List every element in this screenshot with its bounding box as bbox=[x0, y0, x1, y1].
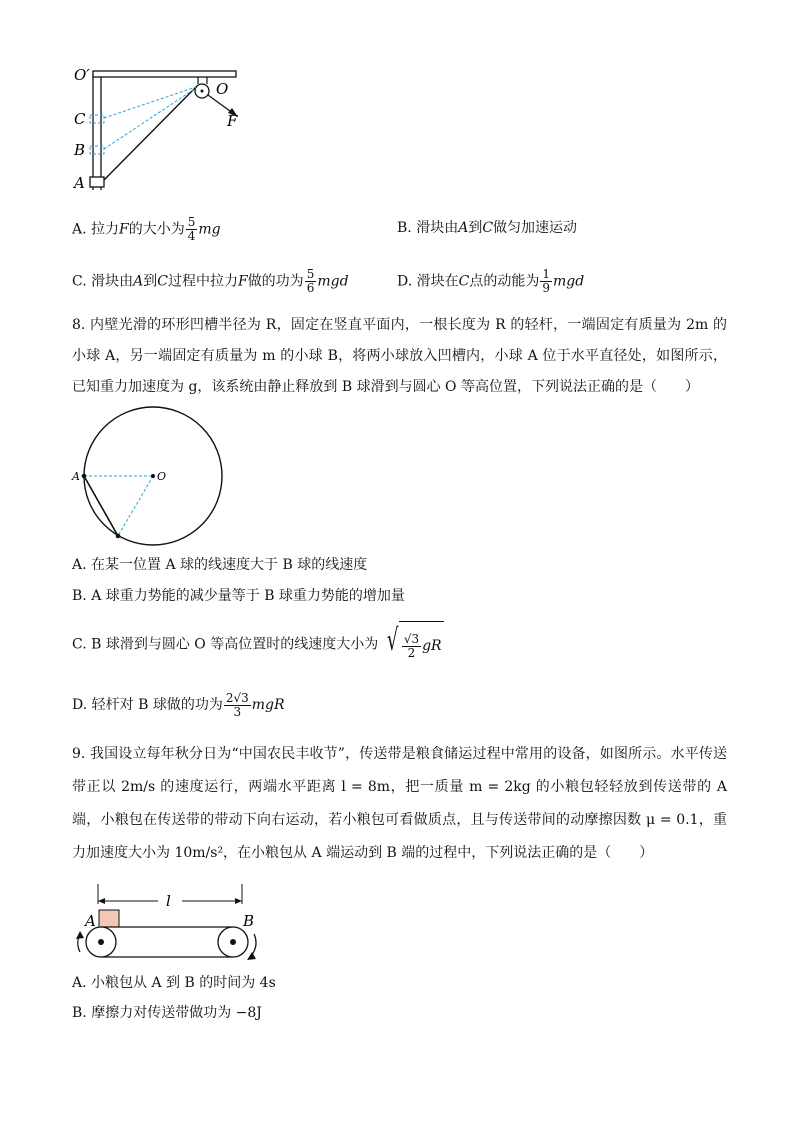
radius-OB bbox=[118, 476, 153, 536]
right-rotation-arrowhead bbox=[247, 952, 256, 960]
fraction: $\frac{5}{6}$ bbox=[306, 267, 315, 295]
q8-option-c: C. B 球滑到与圆心 O 等高位置时的线速度大小为 √ $\frac{√3}{2}$ gR bbox=[72, 621, 444, 668]
q7-option-b: B. 滑块由A到C做匀加速运动 bbox=[397, 220, 578, 236]
q8-figure bbox=[70, 405, 230, 555]
rope-C-dashed bbox=[104, 87, 196, 118]
dim-arrow-right bbox=[235, 898, 242, 904]
label-l: l bbox=[166, 892, 171, 910]
q9-figure bbox=[66, 882, 266, 968]
dim-arrow-left bbox=[98, 898, 105, 904]
q9-stem: 9. 我国设立每年秋分日为“中国农民丰收节”，传送带是粮食储运过程中常用的设备，如图所示。水平传送带正以 2m/s 的速度运行，两端水平距离 l = 8m，把一质量 m = 2kg 的小粮包轻轻放到传送带的 A 端，小粮包在传送带的带动下向右运动，若小粮包可看做质点，且与传送带间的动摩擦因数 μ = 0.1，重力加速度大小为 10m/s²，在小粮包从 A 端运动到 B 端的过程中，下列说法正确的是（ ） bbox=[72, 746, 727, 861]
slider-block-A bbox=[90, 177, 104, 187]
ball-A bbox=[82, 474, 87, 479]
q7-option-d: D. 滑块在C点的动能为 $\frac{1}{9}$ mgd bbox=[397, 267, 585, 295]
q9-option-b: B. 摩擦力对传送带做功为 −8J bbox=[72, 1005, 262, 1021]
label-C: C bbox=[74, 110, 86, 128]
label-A: A bbox=[74, 174, 85, 192]
fraction: $\frac{2√3}{3}$ bbox=[225, 690, 249, 719]
q8-stem: 8. 内壁光滑的环形凹槽半径为 R，固定在竖直平面内，一根长度为 R 的轻杆，一端固定有质量为 2m 的小球 A，另一端固定有质量为 m 的小球 B，将两小球放入凹槽内，小球 A 位于水平直径处，如图所示，已知重力加速度为 g，该系统由静止释放到 B 球滑到与圆心 O 等高位置，下列说法正确的是（ ） bbox=[72, 317, 727, 395]
fraction: $\frac{1}{9}$ bbox=[542, 267, 550, 295]
top-beam bbox=[93, 71, 236, 77]
label-F: F bbox=[227, 112, 238, 130]
q8-option-d: D. 轻杆对 B 球做的功为 $\frac{2√3}{3}$ mgR bbox=[72, 690, 285, 719]
right-roller-axle bbox=[230, 939, 236, 945]
label-A: A bbox=[72, 470, 80, 483]
slider-position-C bbox=[90, 115, 104, 123]
pulley-axle bbox=[201, 90, 204, 93]
center-O bbox=[151, 474, 155, 478]
q7-option-a: A. 拉力F的大小为 $\frac{5}{4}$ mg bbox=[72, 215, 221, 243]
label-A: A bbox=[85, 912, 96, 930]
label-B: B bbox=[243, 912, 255, 930]
label-O: O bbox=[157, 470, 167, 483]
right-rotation-arc bbox=[250, 934, 256, 957]
q8-option-a: A. 在某一位置 A 球的线速度大于 B 球的线速度 bbox=[72, 557, 368, 573]
label-B: B bbox=[74, 141, 86, 159]
ball-B bbox=[116, 534, 121, 539]
label-O-prime: O′ bbox=[74, 66, 90, 84]
rope-B-dashed bbox=[104, 88, 196, 149]
light-rod bbox=[84, 476, 118, 536]
sqrt-expression: √ $\frac{√3}{2}$ gR bbox=[383, 621, 444, 668]
grain-bag bbox=[99, 910, 119, 927]
q9-option-a: A. 小粮包从 A 到 B 的时间为 4s bbox=[72, 975, 276, 991]
q8-option-b: B. A 球重力势能的减少量等于 B 球重力势能的增加量 bbox=[72, 588, 405, 604]
label-O: O bbox=[216, 80, 229, 98]
q7-option-c: C. 滑块由A到C过程中拉力F做的功为 $\frac{5}{6}$ mgd bbox=[72, 267, 349, 295]
fraction: $\frac{5}{4}$ bbox=[187, 215, 196, 243]
slider-position-B bbox=[90, 146, 104, 154]
left-roller-axle bbox=[98, 939, 104, 945]
left-rotation-arrowhead bbox=[76, 931, 84, 939]
q7-figure bbox=[70, 62, 250, 212]
rope-A bbox=[104, 86, 197, 180]
